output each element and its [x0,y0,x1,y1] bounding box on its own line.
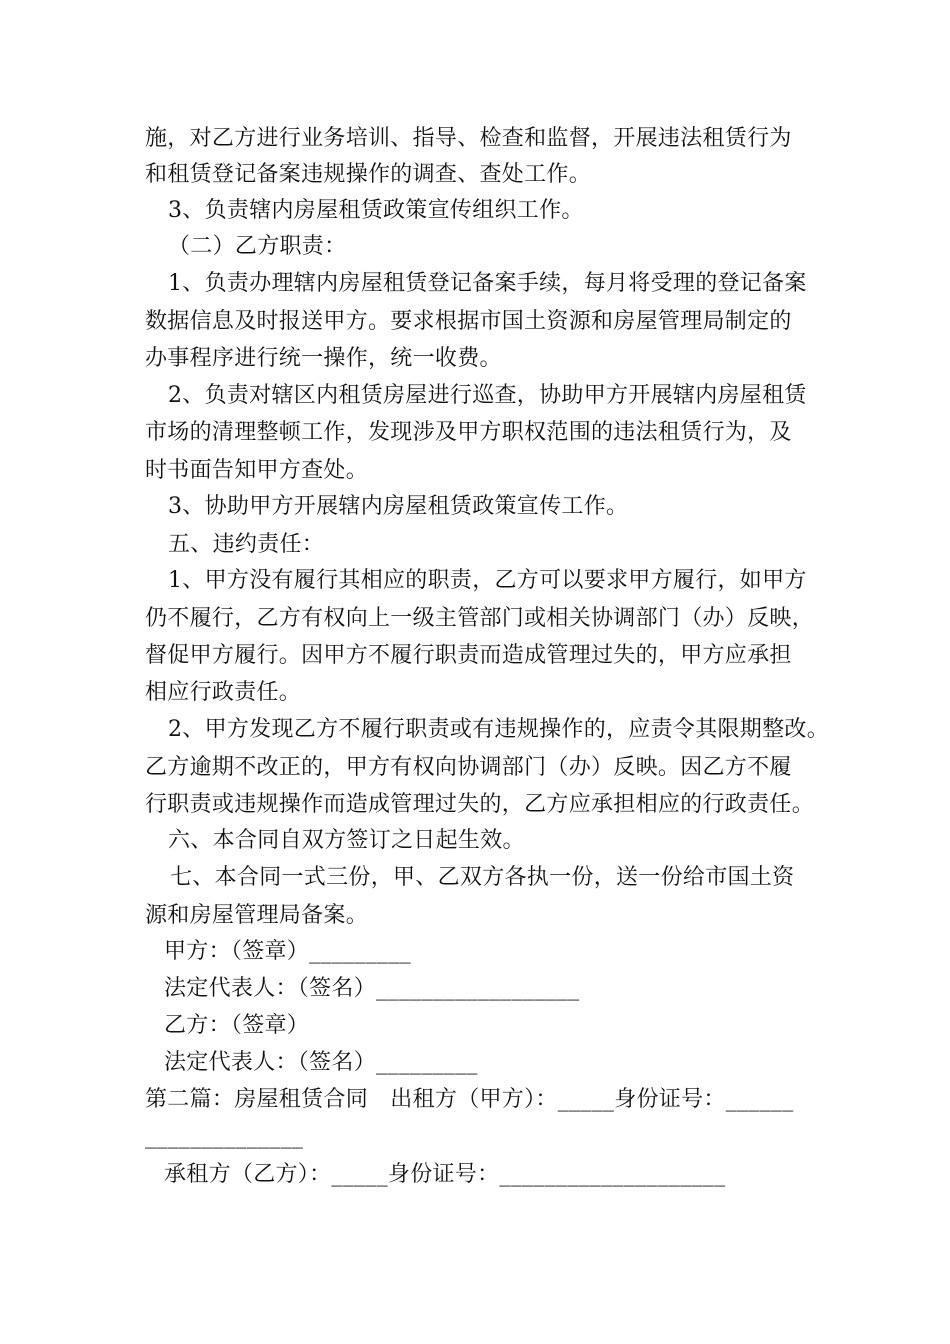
paragraph-line: 乙方逾期不改正的，甲方有权向协调部门（办）反映。因乙方不履 [145,755,792,780]
section-heading: 五、违约责任： [168,532,325,557]
blank-underline: ______________ [145,1124,304,1149]
paragraph-line: 办事程序进行统一操作，统一收费。 [145,346,502,371]
tenant-line: 承租方（乙方）：_____身份证号：____________________ [164,1162,726,1187]
signature-line-party-b: 乙方：（签章） [164,1013,310,1038]
list-item: 2、甲方发现乙方不履行职责或有违规操作的，应责令其限期整改。 [168,717,829,742]
paragraph-line: 施，对乙方进行业务培训、指导、检查和监督，开展违法租赁行为 [145,126,792,151]
list-item: 1、甲方没有履行其相应的职责，乙方可以要求甲方履行，如甲方 [168,568,807,593]
paragraph-line: 仍不履行，乙方有权向上一级主管部门或相关协调部门（办）反映， [145,606,815,631]
paragraph-line: 相应行政责任。 [145,680,302,705]
section-heading: （二）乙方职责： [168,234,347,259]
paragraph-line: 数据信息及时报送甲方。要求根据市国土资源和房屋管理局制定的 [145,309,792,334]
list-item: 2、负责对辖区内租赁房屋进行巡查，协助甲方开展辖内房屋租赁 [168,383,807,408]
chapter-title-line: 第二篇：房屋租赁合同 出租方（甲方）：_____身份证号：______ [145,1087,794,1112]
list-item: 3、协助甲方开展辖内房屋租赁政策宣传工作。 [168,494,629,519]
signature-line-party-a: 甲方：（签章）_________ [164,939,411,964]
paragraph-line: 行职责或违规操作而造成管理过失的，乙方应承担相应的行政责任。 [145,792,815,817]
paragraph-line: 市场的清理整顿工作，发现涉及甲方职权范围的违法租赁行为，及 [145,420,792,445]
paragraph-line: 和租赁登记备案违规操作的调查、查处工作。 [145,162,592,187]
list-item: 七、本合同一式三份，甲、乙双方各执一份，送一份给市国土资 [170,865,795,890]
signature-line-representative-b: 法定代表人：（签名）_________ [164,1050,478,1075]
paragraph-line: 督促甲方履行。因甲方不履行职责而造成管理过失的，甲方应承担 [145,643,792,668]
list-item: 1、负责办理辖内房屋租赁登记备案手续，每月将受理的登记备案 [168,271,807,296]
paragraph-line: 源和房屋管理局备案。 [145,903,369,928]
section-heading: 六、本合同自双方签订之日起生效。 [168,828,525,853]
list-item: 3、负责辖内房屋租赁政策宣传组织工作。 [168,198,584,223]
signature-line-representative-a: 法定代表人：（签名）__________________ [164,976,580,1001]
paragraph-line: 时书面告知甲方查处。 [145,458,369,483]
